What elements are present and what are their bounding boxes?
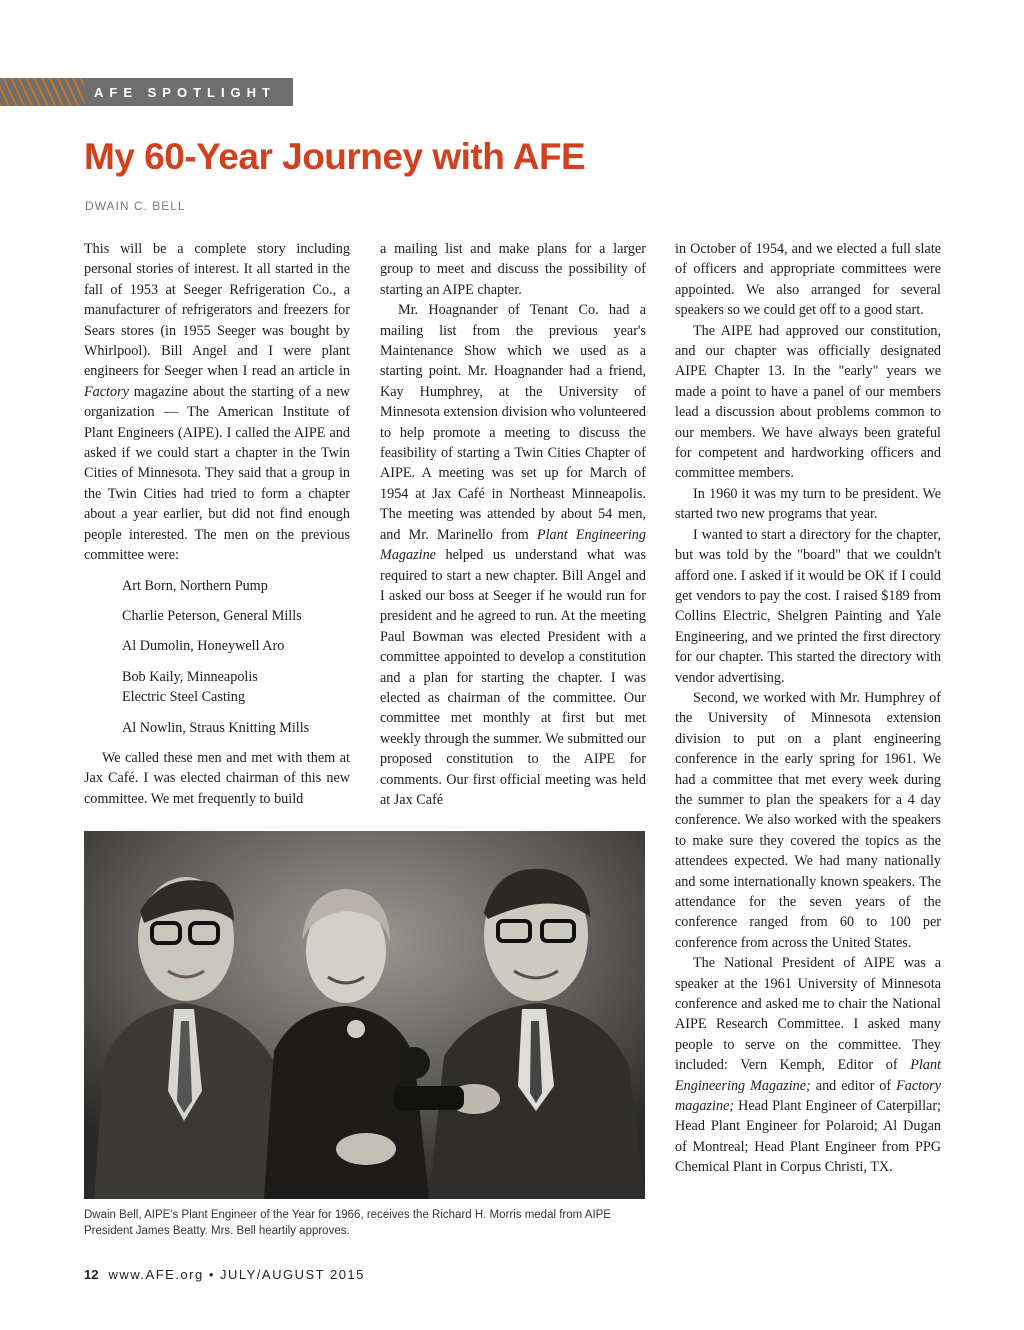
list-item: Charlie Peterson, General Mills (122, 607, 302, 624)
text-column-1 (84, 239, 350, 809)
list-item: Al Nowlin, Straus Knitting Mills (122, 719, 310, 736)
text-column-2 (380, 239, 646, 810)
paragraph: Mr. Hoagnander of Tenant Co. had a mailing list from the previous year's Maintenance Show which we used as a starting point. Mr. Hoagnander had a friend, Kay Humphrey, at the University of Minnesota extension division who volunteered to help promote a meeting to discuss the feasibility of starting a Twin Cities Chapter of AIPE. A meeting was set up for March of 1954 at Jax Café in Northeast Minneapolis. The meeting was attended by about 54 men, and Mr. Marinello from Plant Engineering Magazine helped us understand what was required to start a new chapter. Bill Angel and I asked our boss at Seeger if he would run for president and he agreed to run. At the meeting Paul Bowman was elected President with a committee appointed to develop a constitution and a plan for starting the chapter. I was elected as chairman of the committee. Our committee met monthly at first but met weekly through the summer. We submitted our proposed constitution to the AIPE for comments. Our first official meeting was held at Jax Café (380, 302, 646, 808)
section-banner (0, 78, 293, 106)
paragraph: a mailing list and make plans for a larger group to meet and discuss the possibility of starting an AIPE chapter. (380, 241, 646, 298)
page-footer (84, 1267, 365, 1282)
text-column-3 (675, 239, 941, 1178)
paragraph: We called these men and met with them at Jax Café. I was elected chairman of this new committee. We met frequently to build (84, 749, 350, 807)
article-byline: DWAIN C. BELL (85, 199, 186, 213)
article-title: My 60-Year Journey with AFE (84, 136, 586, 177)
banner-hatch-decoration (0, 78, 84, 106)
paragraph: I wanted to start a directory for the chapter, but was told by the "board" that we couldn't afford one. I asked if it would be OK if I could get vendors to pay the cost. I raised $189 from Collins Electric, Shelgren Painting and Yale Engineering, and we printed the first directory for our chapter. This started the directory with vendor advertising. (675, 526, 941, 686)
paragraph: In 1960 it was my turn to be president. We started two new programs that year. (675, 485, 941, 523)
paragraph: The National President of AIPE was a speaker at the 1961 University of Minnesota conference and asked me to chair the National AIPE Research Committee. I asked many people to serve on the committee. They included: Vern Kemph, Editor of Plant Engineering Magazine; and editor of Factory magazine; Head Plant Engineer of Caterpillar; Head Plant Engineer for Polaroid; Al Dugan of Montreal; Head Plant Engineer from PPG Chemical Plant in Corpus Christi, TX. (675, 955, 942, 1176)
committee-member-list (122, 576, 350, 738)
section-label: AFE SPOTLIGHT (94, 84, 276, 100)
paragraph: in October of 1954, and we elected a full slate of officers and appropriate committees were appointed. We also arranged for several speakers so we could get off to a good start. (675, 241, 941, 319)
award-photo-illustration (84, 831, 645, 1199)
award-photo (84, 831, 645, 1199)
list-item: Al Dumolin, Honeywell Aro (122, 638, 285, 655)
paragraph: Second, we worked with Mr. Humphrey of the University of Minnesota extension division to put on a plant engineering conference in the early spring for 1961. We had a committee that met every week during the summer to plan the speakers for a 4 day conference. We also worked with the speakers to make sure they covered the topics as the attendees expected. We had many nationally and some internationally known speakers. The attendance for the seven years of the conference ranged from 60 to 100 per conference from across the United States. (675, 689, 941, 951)
list-item: Art Born, Northern Pump (122, 577, 268, 594)
list-item: Bob Kaily, Minneapolis Electric Steel Casting (122, 668, 258, 706)
page-number: 12 (84, 1267, 99, 1282)
photo-caption: Dwain Bell, AIPE's Plant Engineer of the Year for 1966, receives the Richard H. Morris medal from AIPE President James Beatty. Mrs. Bell heartily approves. (84, 1209, 611, 1237)
paragraph: The AIPE had approved our constitution, and our chapter was officially designated AIPE Chapter 13. In the "early" years we made a point to have a panel of our members lead a discussion about problems common to our members. We have always been grateful for competent and hardworking officers and committee members. (675, 322, 941, 482)
paragraph: This will be a complete story including personal stories of interest. It all started in the fall of 1953 at Seeger Refrigeration Co., a manufacturer of refrigerators and freezers for Sears stores (in 1955 Seeger was bought by Whirlpool). Bill Angel and I were plant engineers for Seeger when I read an article in Factory magazine about the starting of a new organization — The American Institute of Plant Engineers (AIPE). I called the AIPE and asked if we could start a chapter in the Twin Cities of Minnesota. They said that a group in the Twin Cities had tried to form a chapter about a year earlier, but did not find enough people interested. The men on the previous committee were: (84, 241, 350, 564)
footer-site-date: www.AFE.org • JULY/AUGUST 2015 (108, 1267, 365, 1282)
